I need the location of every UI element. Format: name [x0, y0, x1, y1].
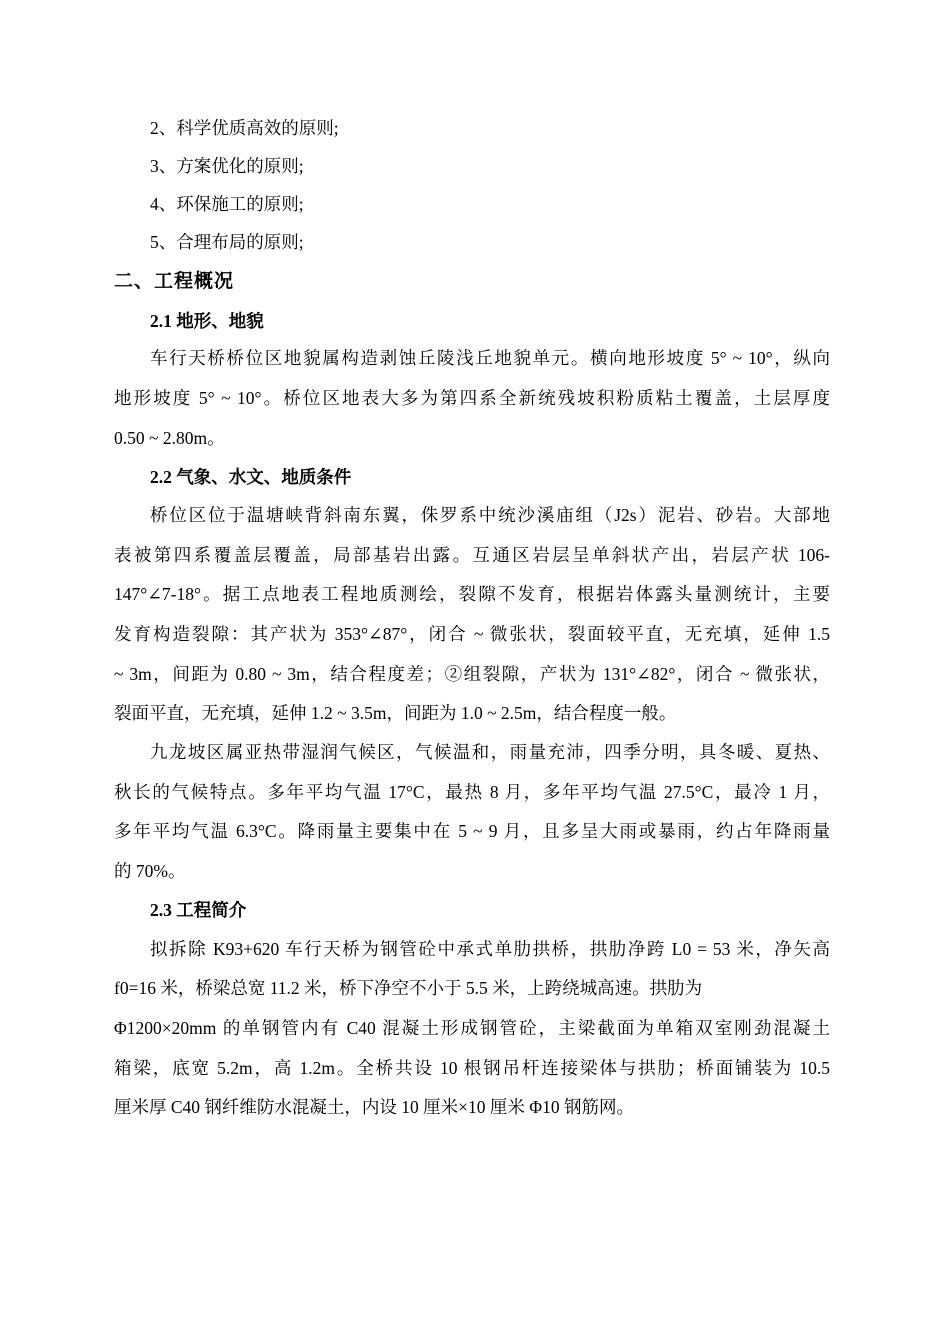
paragraph-line: 车行天桥桥位区地貌属构造剥蚀丘陵浅丘地貌单元。横向地形坡度 5° ~ 10°，纵向 [150, 348, 830, 368]
list-item: 5、合理布局的原则; [150, 232, 304, 252]
subsection-heading-2-1: 2.1 地形、地貌 [150, 311, 264, 331]
subsection-heading-2-2: 2.2 气象、水文、地质条件 [150, 467, 352, 487]
paragraph-line: 秋长的气候特点。多年平均气温 17°C，最热 8 月，多年平均气温 27.5°C，最冷 1 月， [114, 782, 830, 802]
paragraph-line: 多年平均气温 6.3°C。降雨量主要集中在 5 ~ 9 月，且多呈大雨或暴雨，约占年降雨量 [114, 821, 830, 841]
paragraph-line: 的 70%。 [114, 861, 186, 881]
paragraph-line: 表被第四系覆盖层覆盖，局部基岩出露。互通区岩层呈单斜状产出，岩层产状 106- [114, 545, 830, 565]
paragraph-line: 0.50 ~ 2.80m。 [114, 428, 225, 448]
paragraph-line: 厘米厚 C40 钢纤维防水混凝土，内设 10 厘米×10 厘米 Φ10 钢筋网。 [114, 1097, 634, 1117]
paragraph-line: 147°∠7-18°。据工点地表工程地质测绘，裂隙不发育，根据岩体露头量测统计，主要 [114, 584, 830, 604]
paragraph-line: 九龙坡区属亚热带湿润气候区，气候温和，雨量充沛，四季分明，具冬暖、夏热、 [150, 742, 830, 762]
subsection-heading-2-3: 2.3 工程简介 [150, 900, 247, 920]
list-item: 4、环保施工的原则; [150, 194, 304, 214]
paragraph-line: 地形坡度 5° ~ 10°。桥位区地表大多为第四系全新统残坡积粉质粘土覆盖，土层厚度 [114, 388, 830, 408]
paragraph-line: 发育构造裂隙：其产状为 353°∠87°，闭合 ~ 微张状，裂面较平直，无充填，延伸 1.5 [114, 624, 830, 644]
paragraph-line: 拟拆除 K93+620 车行天桥为钢管砼中承式单肋拱桥，拱肋净跨 L0 = 53 米，净矢高 [150, 939, 830, 959]
section-heading: 二、工程概况 [114, 271, 235, 292]
paragraph-line: f0=16 米，桥梁总宽 11.2 米，桥下净空不小于 5.5 米，上跨绕城高速。拱肋为 [114, 978, 703, 998]
paragraph-line: 桥位区位于温塘峡背斜南东翼，侏罗系中统沙溪庙组（J2s）泥岩、砂岩。大部地 [150, 505, 830, 525]
paragraph-line: 裂面平直，无充填，延伸 1.2 ~ 3.5m，间距为 1.0 ~ 2.5m，结合程度一般。 [114, 703, 677, 723]
paragraph-line: 箱梁，底宽 5.2m，高 1.2m。全桥共设 10 根钢吊杆连接梁体与拱肋；桥面铺装为 10.5 [114, 1058, 830, 1078]
list-item: 2、科学优质高效的原则; [150, 118, 339, 138]
paragraph-line: Φ1200×20mm 的单钢管内有 C40 混凝土形成钢管砼，主梁截面为单箱双室刚劲混凝土 [114, 1018, 830, 1038]
paragraph-line: ~ 3m，间距为 0.80 ~ 3m，结合程度差；②组裂隙，产状为 131°∠82°，闭合 ~ 微张状， [114, 664, 830, 684]
list-item: 3、方案优化的原则; [150, 156, 304, 176]
